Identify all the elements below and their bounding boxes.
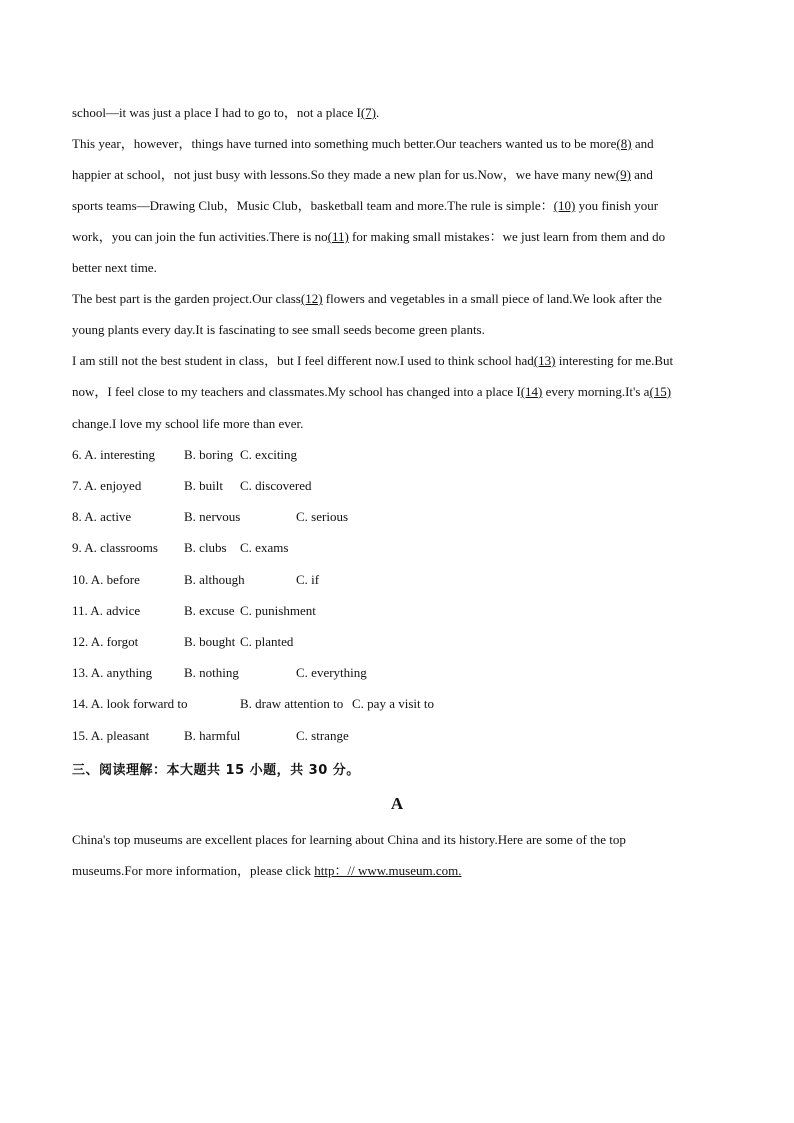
blank-8: (8) (616, 136, 632, 151)
passage-text: now，I feel close to my teachers and classmates.My school has changed into a place I (72, 384, 521, 399)
passage-text: happier at school，not just busy with lessons.So they made a new plan for us.Now，we have many new (72, 167, 616, 182)
option-a[interactable]: 6. A. interesting (72, 447, 156, 462)
option-c[interactable]: C. pay a visit to (352, 696, 434, 711)
part-heading: A (390, 794, 404, 813)
intro-line-1: China's top museums are excellent places for learning about China and its history.Here are some of the top (72, 832, 626, 847)
option-a[interactable]: 13. A. anything (72, 665, 153, 680)
passage-text: The best part is the garden project.Our class (72, 291, 301, 306)
passage-line-10 (72, 384, 671, 400)
passage-line-3 (72, 167, 653, 183)
intro-text: museums.For more information，please click (72, 863, 315, 878)
passage-line-11: change.I love my school life more than ever. (72, 416, 304, 431)
passage-text: school—it was just a place I had to go to，not a place I (72, 105, 361, 120)
option-b[interactable]: B. nervous (184, 509, 241, 524)
passage-text: and (631, 136, 654, 151)
option-a[interactable]: 14. A. look forward to (72, 696, 188, 711)
option-c[interactable]: C. strange (296, 728, 349, 743)
option-c[interactable]: C. punishment (240, 603, 316, 618)
passage-text: for making small mistakes：we just learn from them and do (348, 229, 666, 244)
blank-15: (15) (649, 384, 672, 399)
passage-text: . (375, 105, 380, 120)
option-a[interactable]: 12. A. forgot (72, 634, 139, 649)
blank-10: (10) (553, 198, 576, 213)
option-b[interactable]: B. draw attention to (240, 696, 344, 711)
option-b[interactable]: B. boring (184, 447, 234, 462)
option-b[interactable]: B. clubs (184, 540, 227, 555)
passage-line-5 (72, 229, 665, 245)
section-heading: 三、阅读理解：本大题共 15 小题，共 30 分。 (72, 763, 360, 778)
passage-line-6: better next time. (72, 260, 157, 275)
passage-line-8: young plants every day.It is fascinating to see small seeds become green plants. (72, 322, 485, 337)
passage-line-1 (72, 105, 379, 121)
passage-text: you finish your (575, 198, 659, 213)
option-c[interactable]: C. if (296, 572, 320, 587)
option-a[interactable]: 9. A. classrooms (72, 540, 158, 555)
option-b[interactable]: B. harmful (184, 728, 241, 743)
option-a[interactable]: 10. A. before (72, 572, 140, 587)
option-c[interactable]: C. serious (296, 509, 348, 524)
blank-7: (7) (360, 105, 376, 120)
option-c[interactable]: C. everything (296, 665, 367, 680)
passage-line-4 (72, 198, 658, 214)
passage-line-7 (72, 291, 662, 307)
museum-link[interactable]: http：// www.museum.com. (314, 863, 462, 878)
option-b[interactable]: B. although (184, 572, 245, 587)
option-a[interactable]: 11. A. advice (72, 603, 141, 618)
option-c[interactable]: C. discovered (240, 478, 312, 493)
passage-text: work，you can join the fun activities.There is no (72, 229, 328, 244)
option-b[interactable]: B. nothing (184, 665, 239, 680)
blank-9: (9) (615, 167, 631, 182)
passage-text: sports teams—Drawing Club，Music Club，basketball team and more.The rule is simple： (72, 198, 554, 213)
option-a[interactable]: 15. A. pleasant (72, 728, 150, 743)
option-c[interactable]: C. planted (240, 634, 294, 649)
blank-12: (12) (300, 291, 323, 306)
option-b[interactable]: B. built (184, 478, 224, 493)
option-c[interactable]: C. exciting (240, 447, 298, 462)
passage-text: This year，however，things have turned into something much better.Our teachers wanted us to be more (72, 136, 617, 151)
passage-text: I am still not the best student in class，but I feel different now.I used to think school had (72, 353, 534, 368)
passage-text: every morning.It's a (542, 384, 650, 399)
passage-text: and (630, 167, 653, 182)
option-a[interactable]: 7. A. enjoyed (72, 478, 142, 493)
passage-line-2 (72, 136, 654, 152)
passage-line-9 (72, 353, 673, 369)
option-b[interactable]: B. excuse (184, 603, 235, 618)
option-b[interactable]: B. bought (184, 634, 236, 649)
blank-14: (14) (520, 384, 543, 399)
blank-11: (11) (327, 229, 349, 244)
intro-line-2 (72, 863, 461, 879)
blank-13: (13) (533, 353, 556, 368)
option-a[interactable]: 8. A. active (72, 509, 132, 524)
passage-text: interesting for me.But (555, 353, 674, 368)
option-c[interactable]: C. exams (240, 540, 289, 555)
passage-text: flowers and vegetables in a small piece of land.We look after the (322, 291, 662, 306)
